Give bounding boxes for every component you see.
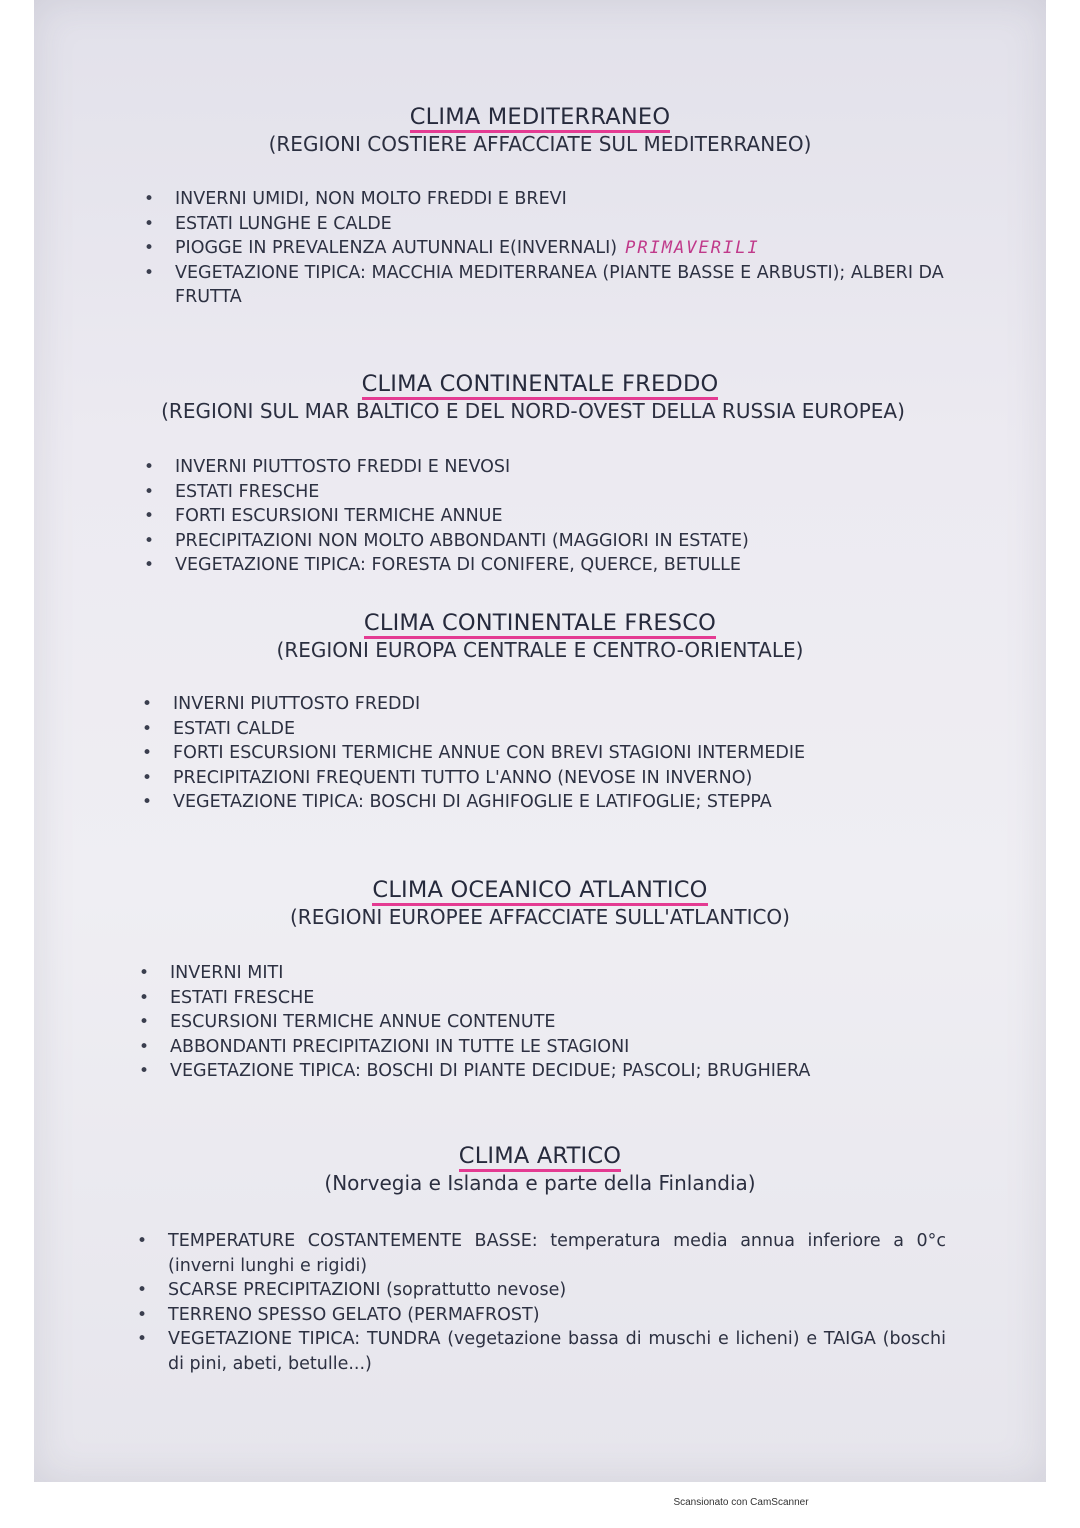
bullet-icon: • [139,963,150,983]
bullet-icon: • [142,743,153,763]
list-item: • SCARSE PRECIPITAZIONI (soprattutto nevose) [168,1278,946,1303]
section-subtitle: (Norvegia e Islanda e parte della Finlandia) [324,1171,756,1195]
section-subtitle: (REGIONI SUL MAR BALTICO E DEL NORD-OVEST DELLA RUSSIA EUROPEA) [161,399,905,423]
list-item: • INVERNI PIUTTOSTO FREDDI E NEVOSI [175,455,975,480]
list-item: • ESTATI FRESCHE [170,986,990,1011]
section-subtitle: (REGIONI EUROPEE AFFACCIATE SULL'ATLANTICO) [290,905,790,929]
section-continentale-freddo [34,370,1046,424]
section-oceanico-atlantico [34,876,1046,930]
scanned-page [34,0,1046,1482]
section-artico [34,1142,1046,1196]
list-item: • ESCURSIONI TERMICHE ANNUE CONTENUTE [170,1010,990,1035]
bullet-icon: • [139,1036,150,1057]
bullet-icon: • [144,189,155,209]
bullet-icon: • [144,213,155,234]
bullet-list-mediterraneo [144,187,965,310]
bullet-icon: • [142,767,153,788]
list-item: • PRECIPITAZIONI NON MOLTO ABBONDANTI (MAGGIORI IN ESTATE) [175,529,975,554]
bullet-icon: • [144,506,155,526]
list-item: • FORTI ESCURSIONI TERMICHE ANNUE CON BREVI STAGIONI INTERMEDIE [173,741,983,766]
list-item: • VEGETAZIONE TIPICA: MACCHIA MEDITERRANEA (PIANTE BASSE E ARBUSTI); ALBERI DA FRUTTA [144,262,944,307]
list-item: • FORTI ESCURSIONI TERMICHE ANNUE [175,504,975,529]
list-item: • VEGETAZIONE TIPICA: FORESTA DI CONIFERE, QUERCE, BETULLE [175,553,975,578]
bullet-icon: • [137,1329,148,1349]
handwritten-note: PRIMAVERILI [625,238,760,258]
bullet-list-oceanico-atlantico [139,961,990,1084]
section-title: CLIMA ARTICO [34,1142,1046,1170]
list-item: • VEGETAZIONE TIPICA: TUNDRA (vegetazione bassa di muschi e licheni) e TAIGA (boschi di pini, abeti, betulle...) [137,1329,946,1374]
bullet-icon: • [139,1061,150,1081]
bullet-icon: • [144,457,155,477]
bullet-list-continentale-freddo [144,455,975,578]
bullet-icon: • [137,1231,148,1251]
list-item: • PRECIPITAZIONI FREQUENTI TUTTO L'ANNO (NEVOSE IN INVERNO) [173,766,983,791]
list-item: • ESTATI LUNGHE E CALDE [175,212,965,237]
bullet-icon: • [144,481,155,502]
list-item: • ESTATI CALDE [173,717,983,742]
section-subtitle: (REGIONI EUROPA CENTRALE E CENTRO-ORIENTALE) [276,638,804,662]
section-title: CLIMA MEDITERRANEO [34,103,1046,131]
section-title: CLIMA OCEANICO ATLANTICO [34,876,1046,904]
list-item: • TERRENO SPESSO GELATO (PERMAFROST) [168,1303,946,1328]
bullet-icon: • [142,718,153,739]
section-title: CLIMA CONTINENTALE FREDDO [34,370,1046,398]
list-item: • VEGETAZIONE TIPICA: BOSCHI DI PIANTE DECIDUE; PASCOLI; BRUGHIERA [170,1059,990,1084]
list-item: • TEMPERATURE COSTANTEMENTE BASSE: temperatura media annua inferiore a 0°c (inverni lunghi e rigidi) [137,1231,946,1276]
section-mediterraneo [34,103,1046,157]
bullet-icon: • [137,1304,148,1325]
bullet-icon: • [139,987,150,1008]
section-continentale-fresco [34,609,1046,663]
bullet-icon: • [144,238,155,258]
bullet-list-continentale-fresco [142,692,983,815]
bullet-icon: • [142,792,153,812]
list-item: • ESTATI FRESCHE [175,480,975,505]
bullet-list-artico [137,1229,946,1376]
list-item: • INVERNI UMIDI, NON MOLTO FREDDI E BREVI [175,187,965,212]
list-item: • ABBONDANTI PRECIPITAZIONI IN TUTTE LE STAGIONI [170,1035,990,1060]
list-item: • INVERNI PIUTTOSTO FREDDI [173,692,983,717]
bullet-icon: • [144,530,155,551]
bullet-icon: • [142,694,153,714]
list-item: • PIOGGE IN PREVALENZA AUTUNNALI E(INVERNALI) PRIMAVERILI [175,236,965,261]
bullet-icon: • [139,1012,150,1032]
bullet-icon: • [144,555,155,575]
list-item: • VEGETAZIONE TIPICA: BOSCHI DI AGHIFOGLIE E LATIFOGLIE; STEPPA [173,790,983,815]
list-item: • INVERNI MITI [170,961,990,986]
bullet-icon: • [137,1280,148,1300]
section-title: CLIMA CONTINENTALE FRESCO [34,609,1046,637]
scanner-watermark: Scansionato con CamScanner [673,1497,809,1508]
bullet-icon: • [144,262,155,283]
section-subtitle: (REGIONI COSTIERE AFFACCIATE SUL MEDITERRANEO) [268,132,812,156]
